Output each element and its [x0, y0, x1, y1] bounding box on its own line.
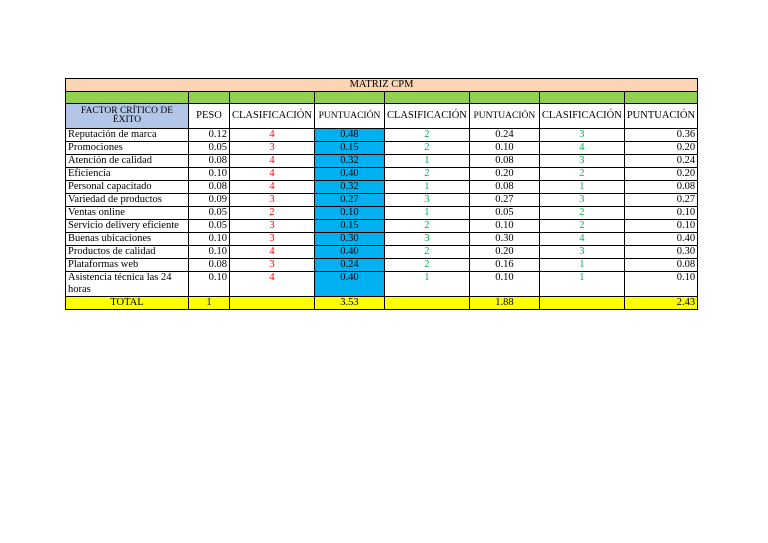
- clasificacion-3-cell: 2: [539, 168, 624, 181]
- total-label: TOTAL: [66, 297, 189, 310]
- total-puntuacion-1: 3.53: [314, 297, 384, 310]
- clasificacion-1-cell: 4: [230, 181, 315, 194]
- table-row: [66, 129, 698, 142]
- peso-cell: 0.10: [189, 246, 230, 259]
- header-puntuacion-2: PUNTUACIÓN: [469, 104, 539, 129]
- puntuacion-1-cell: 0.32: [314, 181, 384, 194]
- factor-cell: Ventas online: [66, 207, 189, 220]
- table-row: [66, 272, 698, 297]
- clasificacion-2-cell: 1: [384, 207, 469, 220]
- header-row: [66, 104, 698, 129]
- factor-cell: Variedad de productos: [66, 194, 189, 207]
- band-cell: [189, 92, 230, 104]
- band-cell: [66, 92, 189, 104]
- total-peso: 1: [189, 297, 230, 310]
- puntuacion-1-cell: 0.48: [314, 129, 384, 142]
- puntuacion-1-cell: 0.40: [314, 246, 384, 259]
- clasificacion-3-cell: 4: [539, 142, 624, 155]
- clasificacion-2-cell: 2: [384, 246, 469, 259]
- clasificacion-1-cell: 4: [230, 168, 315, 181]
- puntuacion-2-cell: 0.27: [469, 194, 539, 207]
- puntuacion-1-cell: 0.15: [314, 142, 384, 155]
- peso-cell: 0.05: [189, 220, 230, 233]
- table-row: [66, 194, 698, 207]
- title-row: [66, 79, 698, 92]
- clasificacion-2-cell: 3: [384, 233, 469, 246]
- clasificacion-2-cell: 1: [384, 155, 469, 168]
- peso-cell: 0.12: [189, 129, 230, 142]
- clasificacion-3-cell: 3: [539, 129, 624, 142]
- puntuacion-1-cell: 0.10: [314, 207, 384, 220]
- table-row: [66, 233, 698, 246]
- puntuacion-1-cell: 0.30: [314, 233, 384, 246]
- clasificacion-1-cell: 4: [230, 272, 315, 297]
- puntuacion-2-cell: 0.10: [469, 272, 539, 297]
- clasificacion-3-cell: 3: [539, 194, 624, 207]
- peso-cell: 0.08: [189, 155, 230, 168]
- clasificacion-2-cell: 3: [384, 194, 469, 207]
- header-clasificacion-3: CLASIFICACIÓN: [539, 104, 624, 129]
- puntuacion-2-cell: 0.10: [469, 142, 539, 155]
- total-puntuacion-2: 1.88: [469, 297, 539, 310]
- puntuacion-3-cell: 0.10: [624, 272, 697, 297]
- puntuacion-3-cell: 0.08: [624, 259, 697, 272]
- puntuacion-3-cell: 0.08: [624, 181, 697, 194]
- total-empty-cell: [539, 297, 624, 310]
- puntuacion-2-cell: 0.05: [469, 207, 539, 220]
- peso-cell: 0.10: [189, 168, 230, 181]
- table-row: [66, 181, 698, 194]
- factor-cell: Personal capacitado: [66, 181, 189, 194]
- clasificacion-3-cell: 1: [539, 272, 624, 297]
- band-cell: [624, 92, 697, 104]
- band-cell: [539, 92, 624, 104]
- clasificacion-2-cell: 2: [384, 129, 469, 142]
- puntuacion-1-cell: 0.40: [314, 168, 384, 181]
- peso-cell: 0.10: [189, 272, 230, 297]
- clasificacion-1-cell: 3: [230, 259, 315, 272]
- puntuacion-2-cell: 0.20: [469, 246, 539, 259]
- table-row: [66, 220, 698, 233]
- factor-cell: Plataformas web: [66, 259, 189, 272]
- clasificacion-1-cell: 2: [230, 207, 315, 220]
- puntuacion-3-cell: 0.10: [624, 220, 697, 233]
- puntuacion-3-cell: 0.20: [624, 168, 697, 181]
- puntuacion-2-cell: 0.16: [469, 259, 539, 272]
- factor-cell: Servicio delivery eficiente: [66, 220, 189, 233]
- clasificacion-1-cell: 3: [230, 233, 315, 246]
- clasificacion-1-cell: 4: [230, 246, 315, 259]
- total-row: [66, 297, 698, 310]
- band-cell: [384, 92, 469, 104]
- header-peso: PESO: [189, 104, 230, 129]
- band-cell: [314, 92, 384, 104]
- factor-cell: Reputación de marca: [66, 129, 189, 142]
- peso-cell: 0.05: [189, 142, 230, 155]
- clasificacion-3-cell: 3: [539, 246, 624, 259]
- puntuacion-1-cell: 0.24: [314, 259, 384, 272]
- clasificacion-3-cell: 4: [539, 233, 624, 246]
- total-puntuacion-3: 2.43: [624, 297, 697, 310]
- clasificacion-1-cell: 3: [230, 220, 315, 233]
- header-clasificacion-2: CLASIFICACIÓN: [384, 104, 469, 129]
- peso-cell: 0.09: [189, 194, 230, 207]
- puntuacion-2-cell: 0.30: [469, 233, 539, 246]
- factor-cell: Eficiencia: [66, 168, 189, 181]
- table-row: [66, 142, 698, 155]
- total-empty-cell: [384, 297, 469, 310]
- puntuacion-3-cell: 0.30: [624, 246, 697, 259]
- table-row: [66, 168, 698, 181]
- clasificacion-2-cell: 2: [384, 220, 469, 233]
- table-row: [66, 259, 698, 272]
- table-row: [66, 246, 698, 259]
- puntuacion-1-cell: 0.15: [314, 220, 384, 233]
- clasificacion-3-cell: 1: [539, 259, 624, 272]
- clasificacion-2-cell: 1: [384, 272, 469, 297]
- peso-cell: 0.08: [189, 259, 230, 272]
- puntuacion-2-cell: 0.24: [469, 129, 539, 142]
- peso-cell: 0.08: [189, 181, 230, 194]
- clasificacion-1-cell: 4: [230, 155, 315, 168]
- band-cell: [469, 92, 539, 104]
- puntuacion-2-cell: 0.20: [469, 168, 539, 181]
- puntuacion-2-cell: 0.08: [469, 181, 539, 194]
- header-factor: FACTOR CRÍTICO DE ÉXITO: [66, 104, 189, 129]
- clasificacion-2-cell: 2: [384, 142, 469, 155]
- header-puntuacion-3: PUNTUACIÓN: [624, 104, 697, 129]
- clasificacion-3-cell: 2: [539, 220, 624, 233]
- puntuacion-3-cell: 0.10: [624, 207, 697, 220]
- puntuacion-2-cell: 0.10: [469, 220, 539, 233]
- clasificacion-2-cell: 2: [384, 259, 469, 272]
- green-band-row: [66, 92, 698, 104]
- puntuacion-3-cell: 0.27: [624, 194, 697, 207]
- peso-cell: 0.05: [189, 207, 230, 220]
- puntuacion-1-cell: 0.27: [314, 194, 384, 207]
- puntuacion-1-cell: 0.32: [314, 155, 384, 168]
- clasificacion-2-cell: 2: [384, 168, 469, 181]
- band-cell: [230, 92, 315, 104]
- puntuacion-3-cell: 0.24: [624, 155, 697, 168]
- factor-cell: Promociones: [66, 142, 189, 155]
- clasificacion-2-cell: 1: [384, 181, 469, 194]
- matrix-title: MATRIZ CPM: [66, 79, 698, 92]
- puntuacion-2-cell: 0.08: [469, 155, 539, 168]
- total-empty-cell: [230, 297, 315, 310]
- clasificacion-1-cell: 4: [230, 129, 315, 142]
- puntuacion-3-cell: 0.40: [624, 233, 697, 246]
- table-row: [66, 207, 698, 220]
- clasificacion-1-cell: 3: [230, 142, 315, 155]
- factor-cell: Productos de calidad: [66, 246, 189, 259]
- clasificacion-3-cell: 3: [539, 155, 624, 168]
- cpm-matrix-table: [65, 78, 698, 310]
- header-puntuacion-1: PUNTUACIÓN: [314, 104, 384, 129]
- peso-cell: 0.10: [189, 233, 230, 246]
- factor-cell: Asistencia técnica las 24 horas: [66, 272, 189, 297]
- puntuacion-1-cell: 0.40: [314, 272, 384, 297]
- clasificacion-1-cell: 3: [230, 194, 315, 207]
- table-row: [66, 155, 698, 168]
- clasificacion-3-cell: 1: [539, 181, 624, 194]
- header-clasificacion-1: CLASIFICACIÓN: [230, 104, 315, 129]
- puntuacion-3-cell: 0.20: [624, 142, 697, 155]
- puntuacion-3-cell: 0.36: [624, 129, 697, 142]
- factor-cell: Atención de calidad: [66, 155, 189, 168]
- factor-cell: Buenas ubicaciones: [66, 233, 189, 246]
- clasificacion-3-cell: 2: [539, 207, 624, 220]
